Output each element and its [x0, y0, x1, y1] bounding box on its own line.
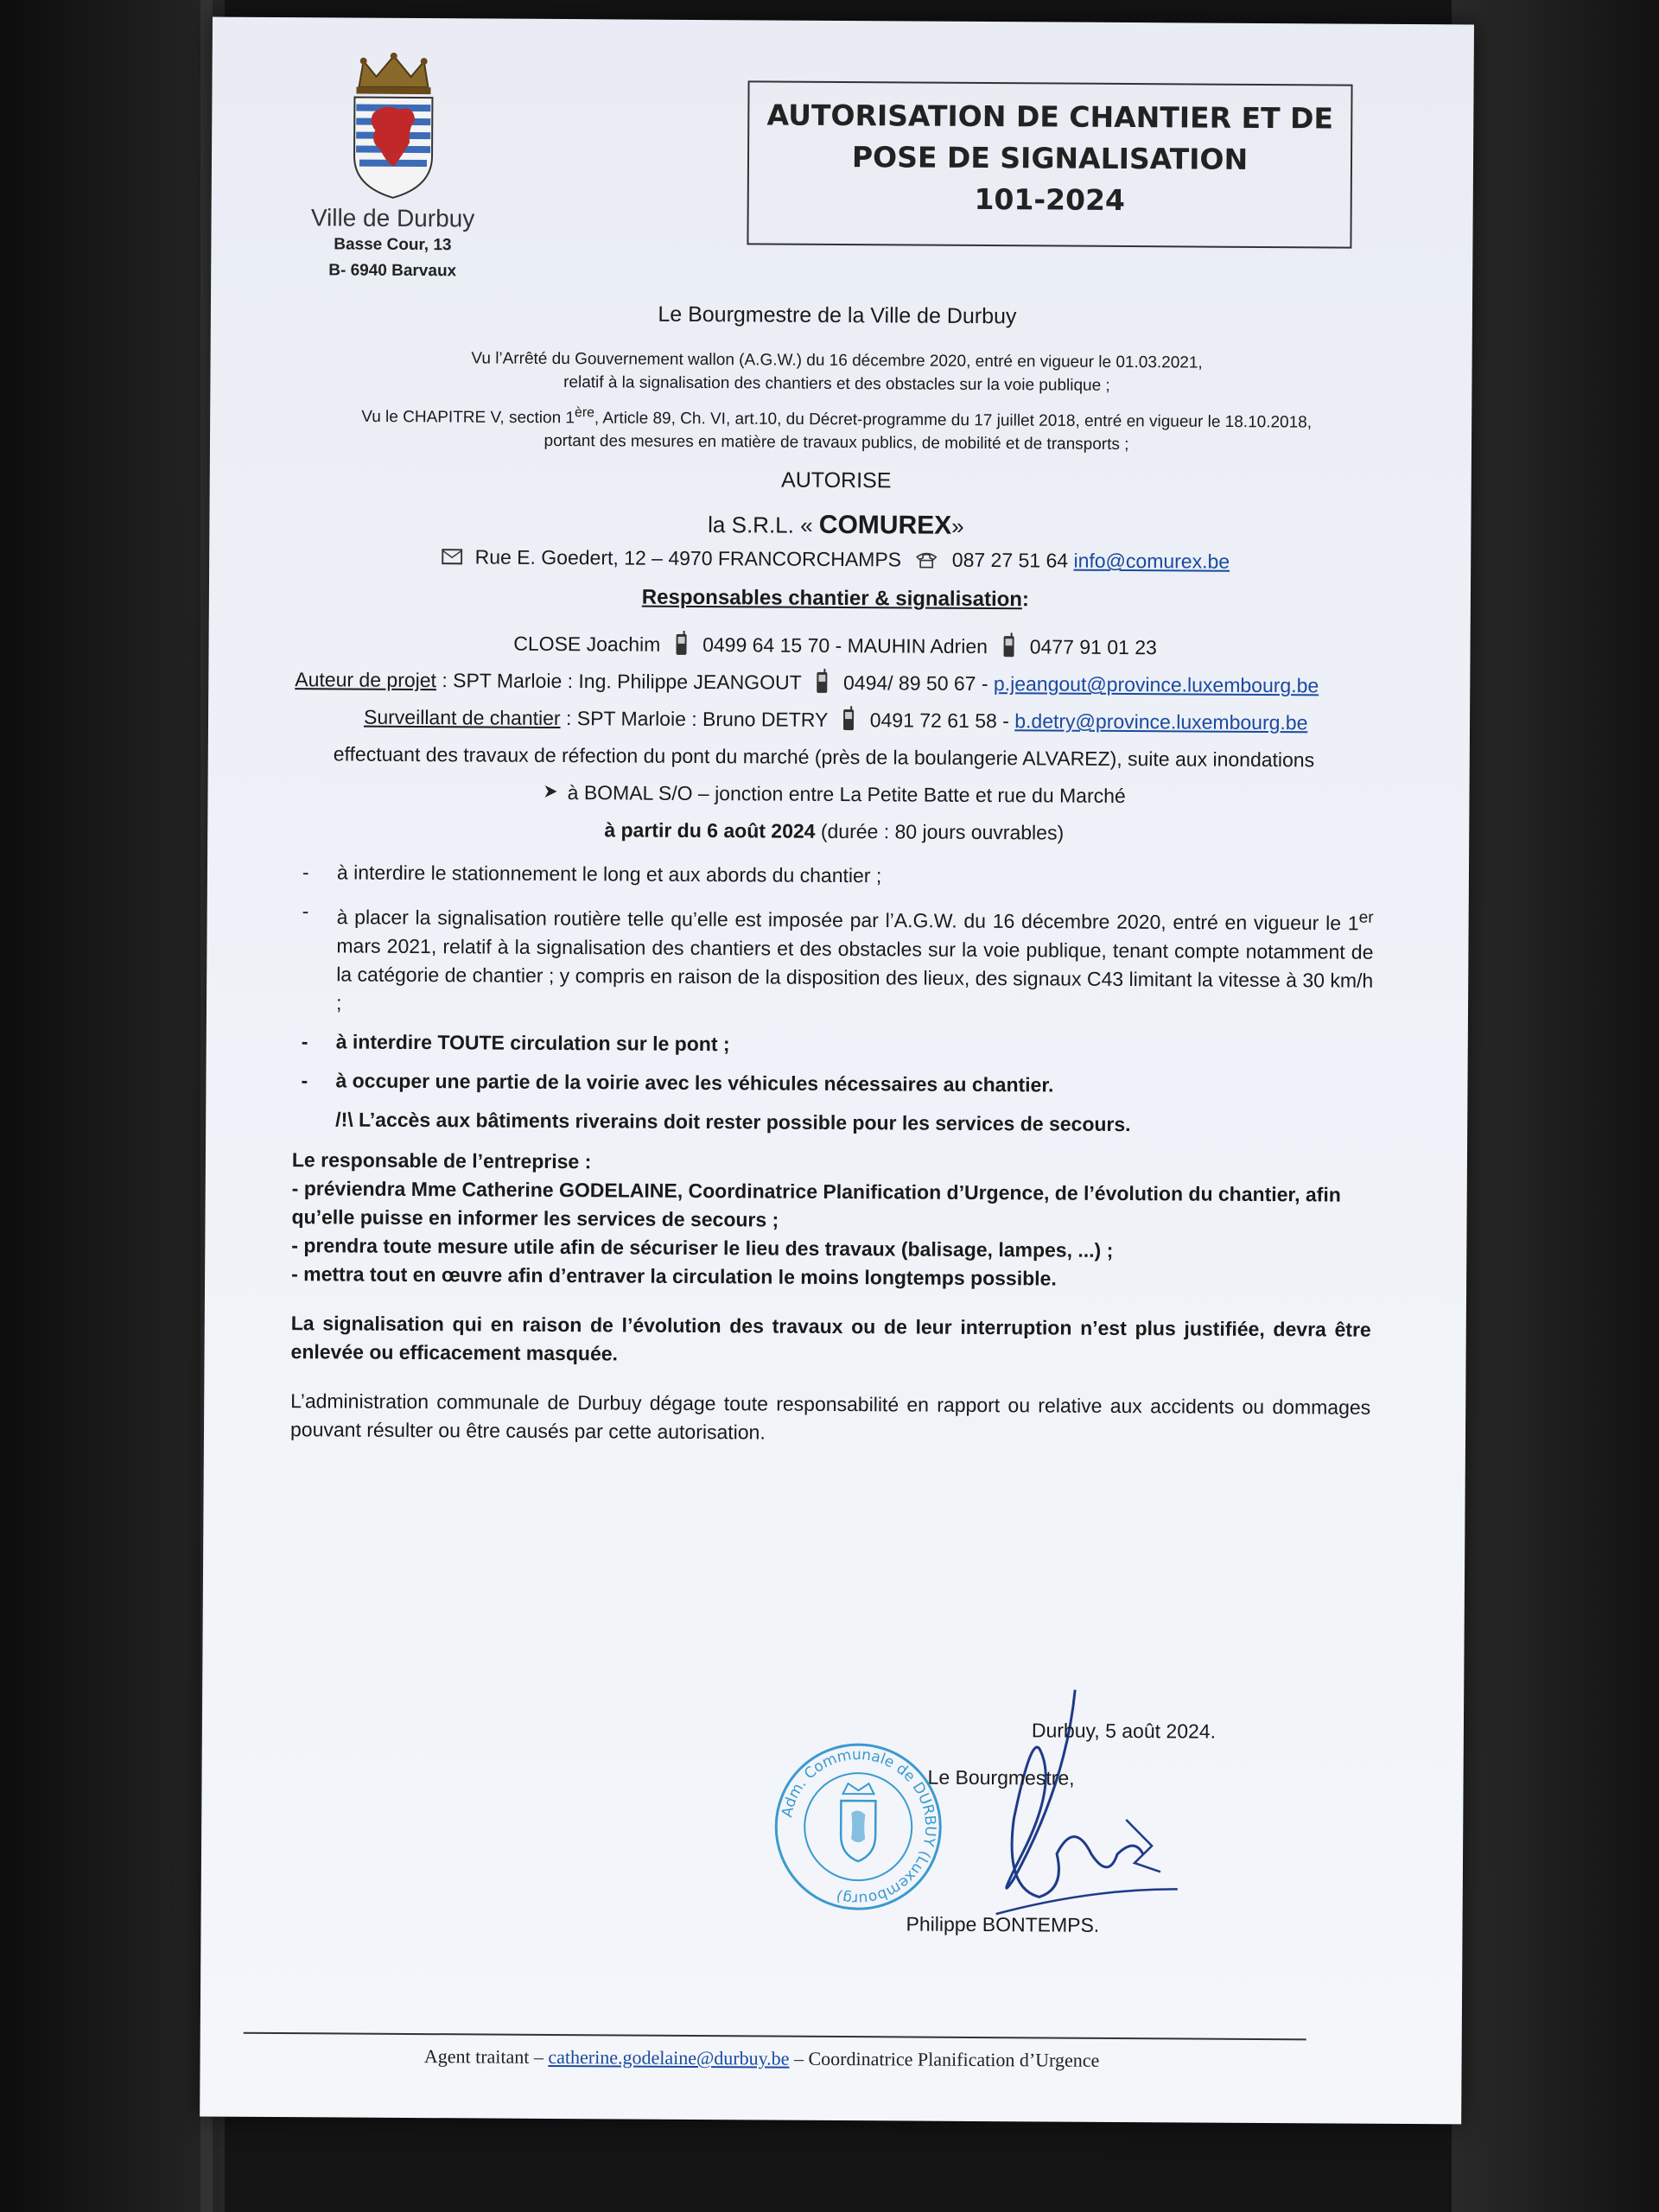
company-phone: 087 27 51 64	[951, 549, 1069, 572]
town-name: Ville de Durbuy	[310, 204, 475, 232]
mobile-phone-icon	[1001, 632, 1015, 658]
condition-item: - à placer la signalisation routière telle qu’elle est imposée par l’A.G.W. du 16 décembre 2020, entré en vigueur le 1er mars 2021, relatif à la signalisation des chantiers et des obstacles sur la voie publique, tenant compte notamment de la catégorie de chantier ; y compris en raison de la disposition des lieux, des signaux C43 limitant la vitesse à 30 km/h ;	[293, 897, 1374, 1023]
condition-4: à occuper une partie de la voirie avec les véhicules nécessaires au chantier.	[335, 1069, 1054, 1096]
footer-divider	[244, 2032, 1306, 2041]
photo-frame-right	[1452, 0, 1659, 2212]
auteur-text: : SPT Marloie : Ing. Philippe JEANGOUT	[435, 669, 802, 695]
footer-email-link[interactable]: catherine.godelaine@durbuy.be	[548, 2045, 790, 2069]
auteur-line	[295, 665, 1375, 701]
entreprise-item-3: - mettra tout en œuvre afin d’entraver la circulation le moins longtemps possible.	[291, 1262, 1057, 1290]
condition-item: - à interdire TOUTE circulation sur le pont ;	[293, 1027, 1373, 1063]
responsable-1-phone: 0499 64 15 70 - MAUHIN Adrien	[702, 633, 988, 658]
photo-frame-left	[0, 0, 225, 2212]
mobile-phone-icon	[842, 706, 855, 732]
entreprise-block	[291, 1146, 1372, 1295]
municipal-header	[280, 52, 506, 285]
signature-role: Le Bourgmestre,	[927, 1765, 1075, 1789]
surveillant-phone: 0491 72 61 58 -	[869, 709, 1009, 733]
stamp-text: Adm. Communale de DURBUY (Luxembourg)	[779, 1746, 939, 1908]
travaux-date: à partir du 6 août 2024	[604, 818, 816, 843]
company-email-link[interactable]: info@comurex.be	[1073, 549, 1230, 574]
travaux-location: à BOMAL S/O – jonction entre La Petite Batte et rue du Marché	[567, 781, 1126, 808]
condition-3: à interdire TOUTE circulation sur le pont ;	[335, 1030, 730, 1056]
travaux-duration: (durée : 80 jours ouvrables)	[815, 820, 1065, 844]
surveillant-text: : SPT Marloie : Bruno DETRY	[560, 707, 829, 732]
auteur-label: Auteur de projet	[295, 668, 437, 692]
responsables-title-suffix: :	[1021, 588, 1030, 612]
conditions-list	[292, 858, 1374, 1140]
legal-basis-2-line2: portant des mesures en matière de travaux publics, de mobilité et de transports ;	[543, 432, 1129, 454]
municipal-stamp	[772, 1740, 945, 1914]
signature-place-date: Durbuy, 5 août 2024.	[1031, 1719, 1217, 1743]
auteur-phone: 0494/ 89 50 67 -	[842, 671, 988, 696]
entreprise-title: Le responsable de l’entreprise :	[291, 1148, 592, 1173]
company-address: Rue E. Goedert, 12 – 4970 FRANCORCHAMPS	[474, 545, 902, 571]
legal-basis-2-sup: ère	[575, 405, 595, 421]
access-warning: /!\ L’accès aux bâtiments riverains doit rester possible pour les services de secours.	[335, 1108, 1131, 1136]
travaux-description: effectuant des travaux de réfection du pont du marché (près de la boulangerie ALVAREZ), suite aux inondations	[333, 742, 1315, 772]
responsables-title: Responsables chantier & signalisation	[641, 585, 1023, 612]
surveillant-label: Surveillant de chantier	[363, 705, 561, 730]
company-name: COMUREX	[818, 511, 952, 541]
title-number: 101-2024	[974, 181, 1126, 217]
condition-item: - à occuper une partie de la voirie avec les véhicules nécessaires au chantier.	[292, 1066, 1372, 1102]
surveillant-email-link[interactable]: b.detry@province.luxembourg.be	[1014, 709, 1308, 734]
signature-name: Philippe BONTEMPS.	[906, 1912, 1100, 1936]
title-line2: POSE DE SIGNALISATION	[851, 140, 1249, 176]
title-line1: AUTORISATION DE CHANTIER ET DE	[766, 98, 1334, 136]
company-name-line	[296, 507, 1376, 543]
mayor-heading: Le Bourgmestre de la Ville de Durbuy	[658, 302, 1017, 329]
town-address-line1: Basse Cour, 13	[334, 235, 452, 255]
document-title-box	[747, 80, 1352, 248]
responsables-line	[295, 628, 1375, 664]
legal-basis-2	[296, 399, 1376, 458]
legal-basis-2-pre: Vu le CHAPITRE V, section 1	[361, 407, 575, 428]
surveillant-line	[295, 702, 1375, 738]
company-contact-line	[296, 542, 1376, 577]
authorise-heading: AUTORISE	[780, 467, 892, 493]
auteur-email-link[interactable]: p.jeangout@province.luxembourg.be	[993, 672, 1319, 697]
telephone-icon	[915, 550, 938, 569]
town-address-line2: B- 6940 Barvaux	[328, 261, 457, 281]
entreprise-item-2: - prendra toute mesure utile afin de sécuriser le lieu des travaux (balisage, lampes, ...) ;	[291, 1234, 1114, 1262]
footer-suffix: – Coordinatrice Planification d’Urgence	[793, 2047, 1100, 2071]
condition-item: - à interdire le stationnement le long et aux abords du chantier ;	[294, 858, 1374, 893]
travaux-date-line	[294, 814, 1374, 849]
legal-basis-2-post: , Article 89, Ch. VI, art.10, du Décret-programme du 17 juillet 2018, entré en vigueur le 18.10.2018,	[594, 409, 1313, 432]
signalisation-paragraph: La signalisation qui en raison de l’évolution des travaux ou de leur interruption n’est plus justifiée, devra être enlevée ou efficacement masquée.	[290, 1312, 1371, 1365]
entreprise-item-1: - préviendra Mme Catherine GODELAINE, Coordinatrice Planification d’Urgence, de l’évolution du chantier, afin qu’elle puisse en informer les services de secours ;	[291, 1177, 1341, 1231]
company-suffix: »	[951, 513, 964, 540]
responsable-1-name: CLOSE Joachim	[513, 632, 661, 657]
document-sheet	[200, 17, 1474, 2125]
legal-basis-1-line1: Vu l’Arrêté du Gouvernement wallon (A.G.W.) du 16 décembre 2020, entré en vigueur le 01.03.2021,	[471, 349, 1203, 372]
mobile-phone-icon	[675, 631, 689, 657]
legal-basis-1-line2: relatif à la signalisation des chantiers et des obstacles sur la voie publique ;	[563, 373, 1110, 395]
arrowhead-bullet-icon	[543, 784, 558, 799]
disclaimer-paragraph: L’administration communale de Durbuy dégage toute responsabilité en rapport ou relative aux accidents ou dommages pouvant résulter ou être causés par cette autorisation.	[289, 1389, 1371, 1444]
responsables-heading	[296, 581, 1376, 616]
condition-1: à interdire le stationnement le long et aux abords du chantier ;	[336, 861, 882, 887]
footer	[200, 2044, 1324, 2073]
legal-basis-1	[296, 346, 1376, 399]
mobile-phone-icon	[816, 669, 830, 695]
durbuy-crest-icon	[346, 52, 442, 200]
responsable-2-phone: 0477 91 01 23	[1029, 635, 1157, 659]
condition-2: à placer la signalisation routière telle qu’elle est imposée par l’A.G.W. du 16 décembre 2020, entré en vigueur le 1er mars 2021, relatif à la signalisation des chantiers et des obstacles sur la voie publique, tenant compte notamment de la catégorie de chantier ; y compris en raison de la disposition des lieux, des signaux C43 limitant la vitesse à 30 km/h ;	[335, 906, 1374, 1014]
footer-prefix: Agent traitant –	[423, 2045, 544, 2068]
envelope-icon	[442, 549, 462, 566]
travaux-location-line	[294, 777, 1374, 812]
company-prefix: la S.R.L. «	[708, 512, 813, 539]
document-body	[290, 298, 1377, 1451]
